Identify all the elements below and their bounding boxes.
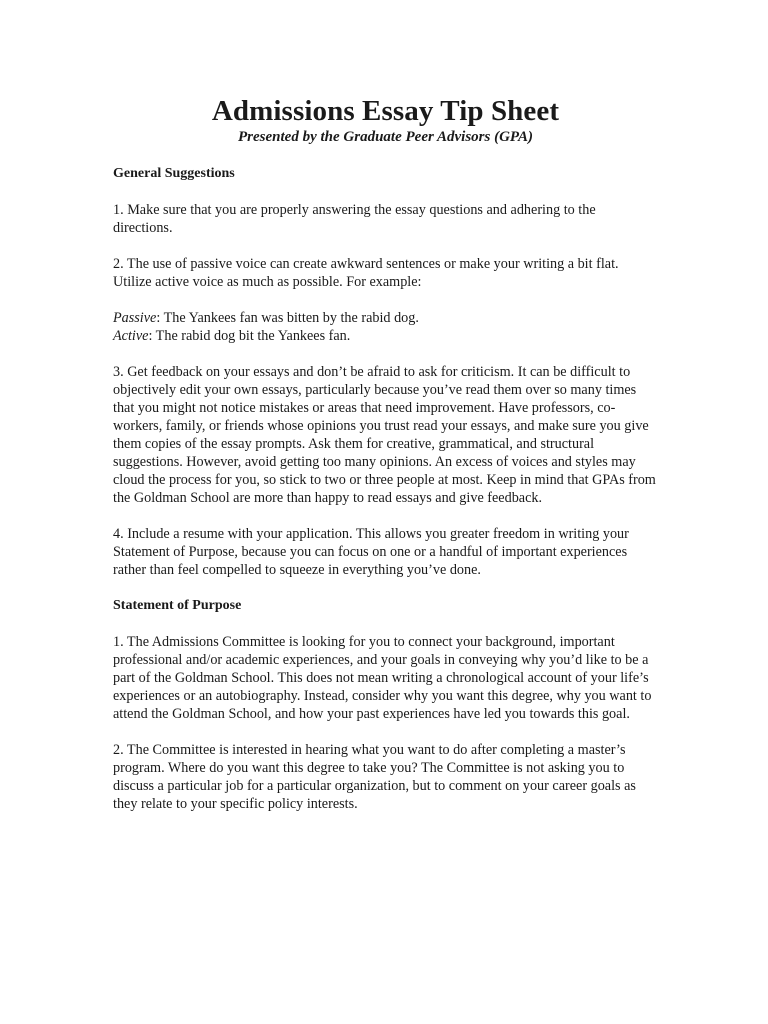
active-example xyxy=(113,327,658,345)
document-subtitle: Presented by the Graduate Peer Advisors (GPA) xyxy=(238,129,533,145)
document-page xyxy=(113,94,658,813)
general-item-4: 4. Include a resume with your application. This allows you greater freedom in writing your Statement of Purpose, because you can focus on one or a handful of important experiences rather than feel compelled to squeeze in everything you’ve done. xyxy=(113,526,629,578)
active-label: Active xyxy=(113,328,149,344)
passive-label: Passive xyxy=(113,310,157,326)
passive-example xyxy=(113,309,658,327)
general-suggestions-heading: General Suggestions xyxy=(113,166,235,181)
statement-item-1: 1. The Admissions Committee is looking for you to connect your background, important professional and/or academic experiences, and your goals in conveying why you’d like to be a part of the Goldman School. This does not mean writing a chronological account of your life’s experiences or an autobiography. Instead, consider why you want this degree, why you want to attend the Goldman School, and how your past experiences have led you towards this goal. xyxy=(113,634,652,722)
voice-examples xyxy=(113,309,658,345)
general-item-3: 3. Get feedback on your essays and don’t be afraid to ask for criticism. It can be difficult to objectively edit your own essays, particularly because you’ve read them over so many times that you might not notice mistakes or areas that need improvement. Have professors, co-workers, family, or friends whose opinions you trust read your essays, and make sure you give them copies of the essay prompts. Ask them for creative, grammatical, and structural suggestions. However, avoid getting too many opinions. An excess of voices and styles may cloud the process for you, so stick to two or three people at most. Keep in mind that GPAs from the Goldman School are more than happy to read essays and give feedback. xyxy=(113,364,656,506)
statement-item-2: 2. The Committee is interested in hearing what you want to do after completing a master’s program. Where do you want this degree to take you? The Committee is not asking you to discuss a particular job for a particular organization, but to comment on your career goals as they relate to your specific policy interests. xyxy=(113,742,636,812)
active-text: : The rabid dog bit the Yankees fan. xyxy=(148,328,351,344)
passive-text: : The Yankees fan was bitten by the rabid dog. xyxy=(156,310,419,326)
document-title: Admissions Essay Tip Sheet xyxy=(211,95,560,127)
general-item-2: 2. The use of passive voice can create awkward sentences or make your writing a bit flat. Utilize active voice as much as possible. For example: xyxy=(113,256,619,290)
statement-of-purpose-heading: Statement of Purpose xyxy=(113,598,242,613)
general-item-1: 1. Make sure that you are properly answering the essay questions and adhering to the directions. xyxy=(113,202,596,236)
